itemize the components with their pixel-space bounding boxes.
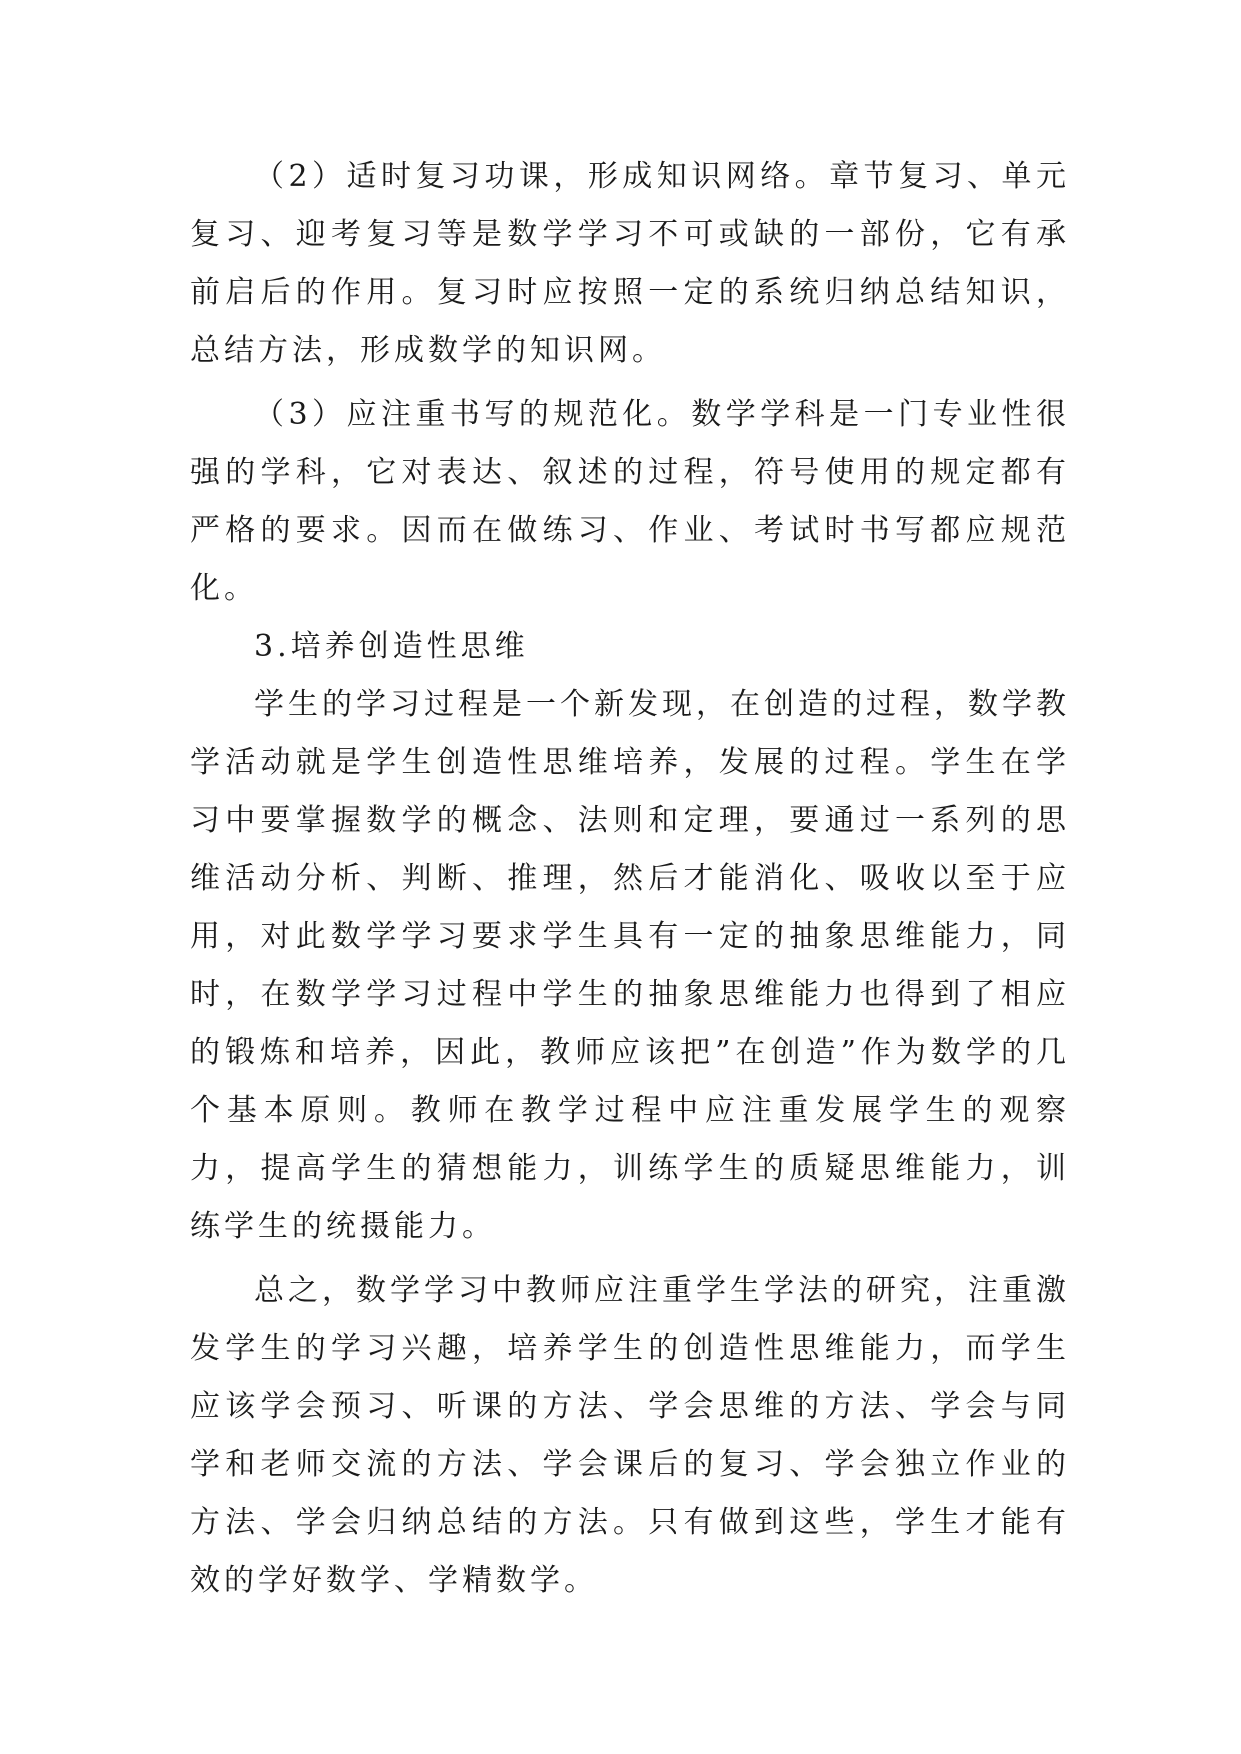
paragraph-creative-thinking: 学生的学习过程是一个新发现，在创造的过程，数学教学活动就是学生创造性思维培养，发展的过程。学生在学习中要掌握数学的概念、法则和定理，要通过一系列的思维活动分析、判断、推理，然后才能消化、吸收以至于应用，对此数学学习要求学生具有一定的抽象思维能力，同时，在数学学习过程中学生的抽象思维能力也得到了相应的锻炼和培养，因此，教师应该把”在创造”作为数学的几个基本原则。教师在教学过程中应注重发展学生的观察力，提高学生的猜想能力，训练学生的质疑思维能力，训练学生的统摄能力。	[190, 687, 1070, 1244]
paragraph-writing-standards: （3）应注重书写的规范化。数学学科是一门专业性很强的学科，它对表达、叙述的过程，符号使用的规定都有严格的要求。因而在做练习、作业、考试时书写都应规范化。	[190, 397, 1070, 606]
section-heading-creative-thinking: 3.培养创造性思维	[254, 629, 529, 664]
document-page	[190, 148, 1070, 1610]
paragraph-summary: 总之，数学学习中教师应注重学生学法的研究，注重激发学生的学习兴趣，培养学生的创造性思维能力，而学生应该学会预习、听课的方法、学会思维的方法、学会与同学和老师交流的方法、学会课后的复习、学会独立作业的方法、学会归纳总结的方法。只有做到这些，学生才能有效的学好数学、学精数学。	[190, 1273, 1070, 1598]
paragraph-review-coursework: （2）适时复习功课，形成知识网络。章节复习、单元复习、迎考复习等是数学学习不可或缺的一部份，它有承前启后的作用。复习时应按照一定的系统归纳总结知识，总结方法，形成数学的知识网。	[190, 159, 1070, 368]
